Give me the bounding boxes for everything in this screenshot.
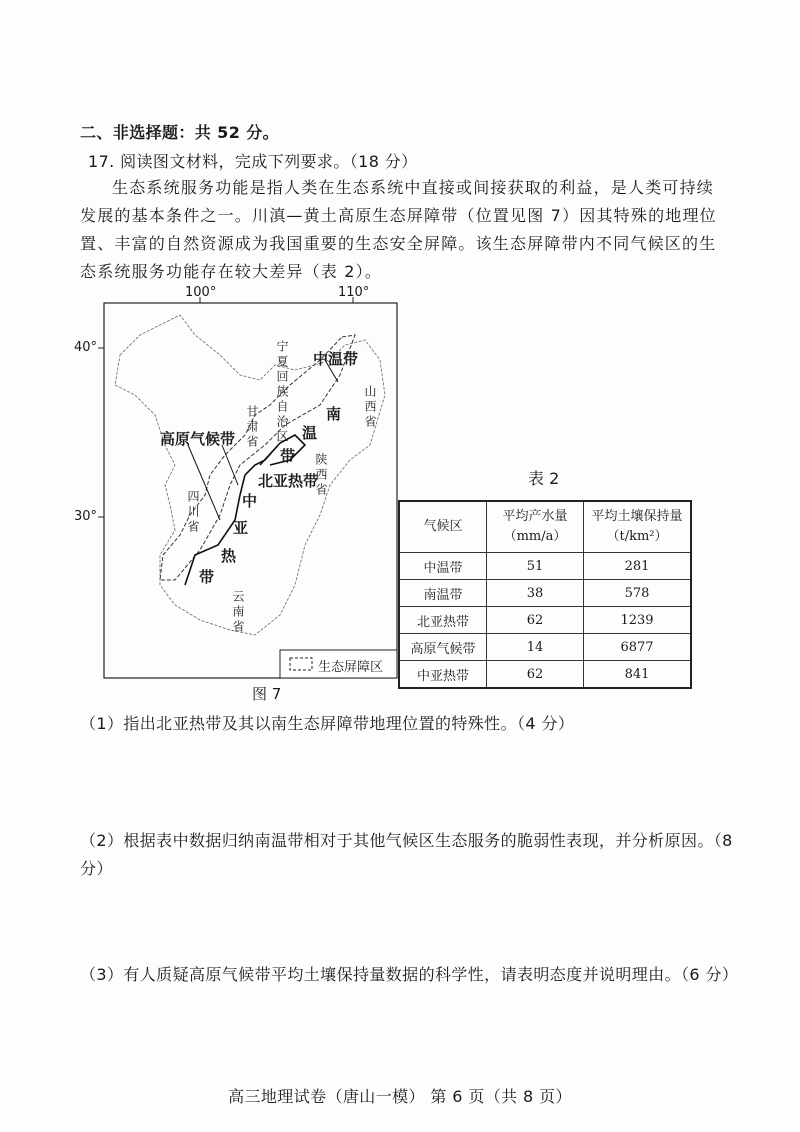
province-yunnan: 云南省 <box>231 590 245 635</box>
header-cell <box>487 501 584 553</box>
table-2 <box>398 500 692 689</box>
zone-char: 中 <box>242 492 258 510</box>
zone-zhongwendai-label: 中温带 <box>313 350 359 368</box>
zone-char: 温 <box>302 424 318 442</box>
cell: 14 <box>487 634 584 661</box>
cell: 中亚热带 <box>399 661 487 689</box>
cell: 62 <box>487 661 584 689</box>
table-row <box>399 661 691 689</box>
question-header: 17. 阅读图文材料，完成下列要求。（18 分） <box>88 152 418 171</box>
cell: 578 <box>584 580 692 607</box>
header-text: 平均土壤保持量 <box>591 509 683 524</box>
province-ningxia: 宁夏回族自治区 <box>275 340 289 445</box>
cell: 高原气候带 <box>399 634 487 661</box>
question-1: （1）指出北亚热带及其以南生态屏障带地理位置的特殊性。（4 分） <box>80 714 575 733</box>
cell: 38 <box>487 580 584 607</box>
cell: 6877 <box>584 634 692 661</box>
page-footer: 高三地理试卷（唐山一模） 第 6 页（共 8 页） <box>228 1087 572 1106</box>
question-3: （3）有人质疑高原气候带平均土壤保持量数据的科学性，请表明态度并说明理由。（6 分） <box>80 965 739 984</box>
lat-label: 40° <box>74 340 98 355</box>
province-shaanxi: 陕西省 <box>314 453 328 498</box>
cell: 51 <box>487 553 584 580</box>
cell: 1239 <box>584 607 692 634</box>
zone-gaoyuan-label: 高原气候带 <box>160 430 236 448</box>
table-row <box>399 607 691 634</box>
cell: 南温带 <box>399 580 487 607</box>
lon-label: 110° <box>338 285 370 300</box>
lon-label: 100° <box>185 285 217 300</box>
table-header-row <box>399 501 691 553</box>
zone-beiyare-label: 北亚热带 <box>258 472 319 490</box>
zone-char: 带 <box>199 568 215 586</box>
material-paragraph <box>80 174 720 286</box>
figure-7-map <box>74 285 410 705</box>
cell: 62 <box>487 607 584 634</box>
header-unit: （mm/a） <box>503 529 567 544</box>
material-text: 生态系统服务功能是指人类在生态系统中直接或间接获取的利益，是人类可持续发展的基本条件之一。川滇—黄土高原生态屏障带（位置见图 7）因其特殊的地理位置、丰富的自然资源成为我国重要的生态安全屏障。该生态屏障带内不同气候区的生态系统服务功能存在较大差异（表 2）。 <box>80 178 717 281</box>
header-unit: （t/km²） <box>606 529 668 544</box>
zone-char: 热 <box>221 547 237 565</box>
arrow-gaoyuan-2 <box>222 445 238 485</box>
zone-char: 带 <box>280 447 296 465</box>
table-row <box>399 553 691 580</box>
cell: 北亚热带 <box>399 607 487 634</box>
zone-char: 南 <box>326 405 342 423</box>
header-text: 平均产水量 <box>502 509 568 524</box>
province-shanxi: 山西省 <box>363 385 377 430</box>
figure-caption: 图 7 <box>252 685 282 703</box>
zone-char: 亚 <box>233 519 249 537</box>
table-title: 表 2 <box>528 469 560 488</box>
table-row <box>399 580 691 607</box>
lat-label: 30° <box>74 509 98 524</box>
province-sichuan: 四川省 <box>186 490 200 535</box>
question-2-cont: 分） <box>80 859 113 878</box>
header-cell <box>584 501 692 553</box>
cell: 中温带 <box>399 553 487 580</box>
cell: 281 <box>584 553 692 580</box>
province-gansu: 甘肃省 <box>245 405 259 450</box>
legend-label: 生态屏障区 <box>318 660 384 675</box>
cell: 841 <box>584 661 692 689</box>
section-title: 二、非选择题：共 52 分。 <box>80 123 280 142</box>
header-cell: 气候区 <box>399 501 487 553</box>
question-2: （2）根据表中数据归纳南温带相对于其他气候区生态服务的脆弱性表现，并分析原因。（8 <box>80 831 733 850</box>
table-row <box>399 634 691 661</box>
